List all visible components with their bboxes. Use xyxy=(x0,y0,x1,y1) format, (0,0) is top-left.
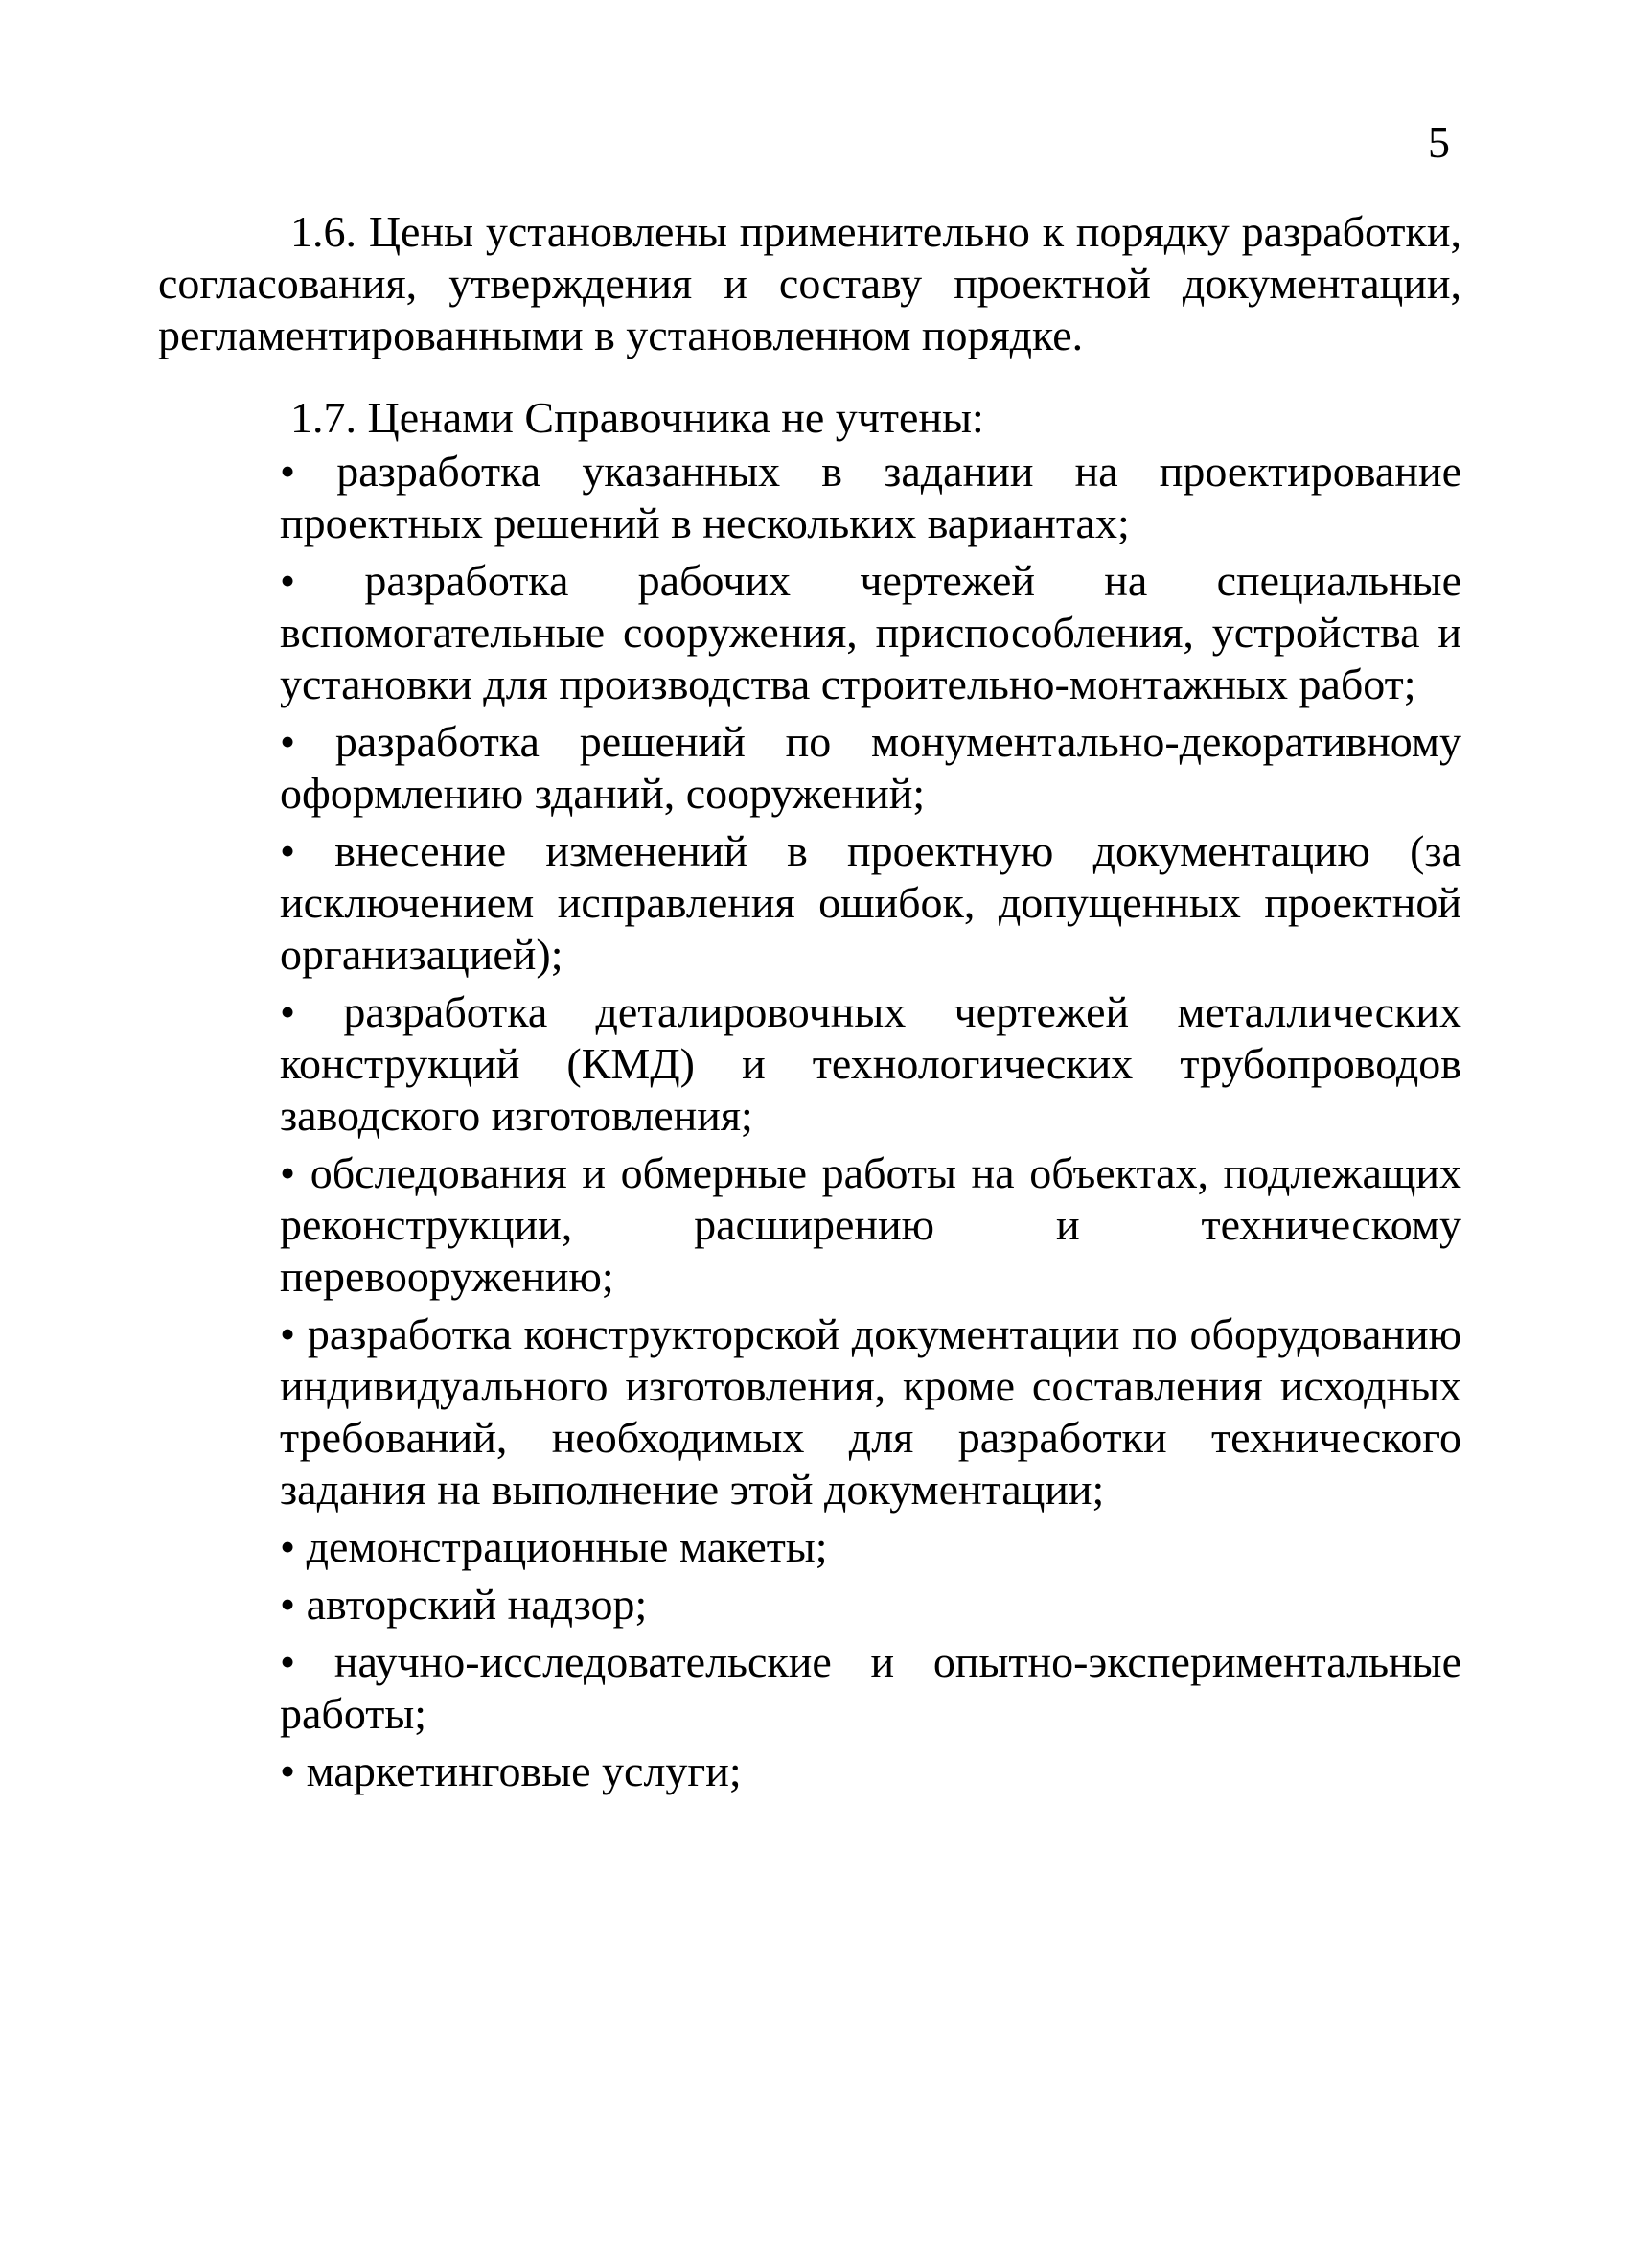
list-item xyxy=(158,1636,1461,1740)
paragraph-1-7: 1.7. Ценами Справочника не учтены: xyxy=(290,393,984,442)
page-number: 5 xyxy=(1428,118,1450,167)
list-item-text: • научно-исследовательские и опытно-экспериментальные работы; xyxy=(280,1637,1461,1738)
list-item xyxy=(158,446,1461,549)
list-item xyxy=(158,1521,1461,1573)
list-item xyxy=(158,716,1461,820)
list-item xyxy=(158,1308,1461,1516)
list-item xyxy=(158,1579,1461,1631)
list-item-text: • разработка рабочих чертежей на специальные вспомогательные сооружения, приспособления, устройства и установки для производства строительно-монтажных работ; xyxy=(280,556,1461,708)
list-item-text: • демонстрационные макеты; xyxy=(280,1522,828,1571)
list-item-text: • разработка конструкторской документации по оборудованию индивидуального изготовления, кроме составления исходных требований, необходимых для разработки технического задания на выполнение этой документации; xyxy=(280,1309,1461,1514)
list-item xyxy=(158,986,1461,1142)
excluded-items-list xyxy=(158,446,1461,1797)
document-body xyxy=(158,206,1461,1803)
list-item-text: • маркетинговые услуги; xyxy=(280,1747,742,1795)
list-item xyxy=(158,825,1461,981)
list-item-text: • авторский надзор; xyxy=(280,1580,647,1629)
list-item-text: • разработка указанных в задании на проектирование проектных решений в нескольких вариантах; xyxy=(280,447,1461,547)
paragraph-1-6: 1.6. Цены установлены применительно к порядку разработки, согласования, утверждения и составу проектной документации, регламентированными в установленном порядке. xyxy=(158,207,1461,359)
list-item-text: • внесение изменений в проектную документацию (за исключением исправления ошибок, допущенных проектной организацией); xyxy=(280,826,1461,979)
list-item-text: • разработка решений по монументально-декоративному оформлению зданий, сооружений; xyxy=(280,717,1461,818)
list-item-text: • обследования и обмерные работы на объектах, подлежащих реконструкции, расширению и техническому перевооружению; xyxy=(280,1148,1461,1301)
list-item xyxy=(158,555,1461,710)
list-item xyxy=(158,1147,1461,1303)
list-item-text: • разработка деталировочных чертежей металлических конструкций (КМД) и технологических трубопроводов заводского изготовления; xyxy=(280,987,1461,1140)
list-item xyxy=(158,1746,1461,1797)
